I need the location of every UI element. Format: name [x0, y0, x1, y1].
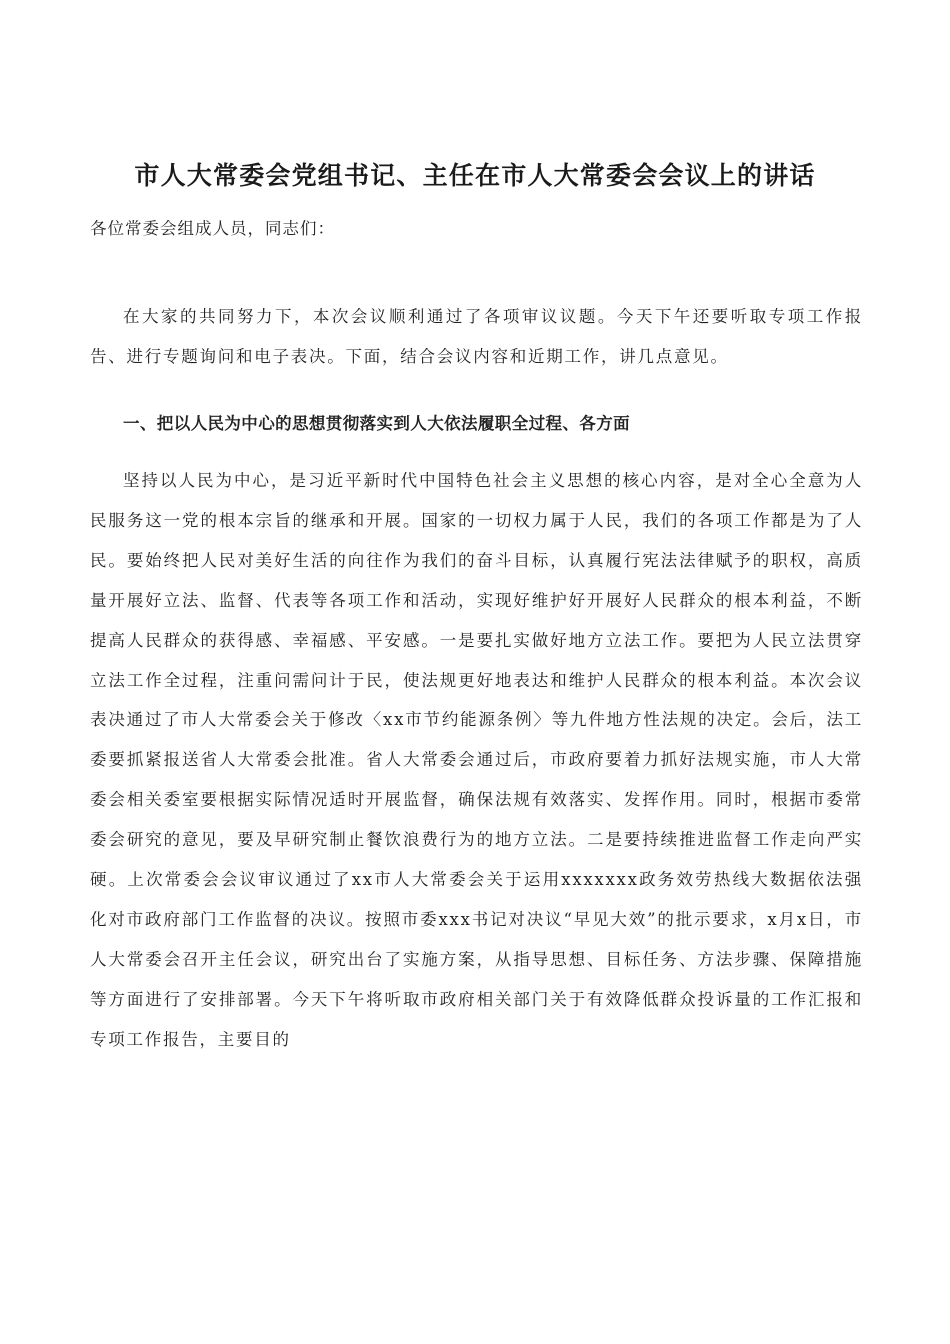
document-title: 市人大常委会党组书记、主任在市人大常委会会议上的讲话 [134, 161, 816, 190]
intro-paragraph: 在大家的共同努力下，本次会议顺利通过了各项审议议题。今天下午还要听取专项工作报告、进行专题询问和电子表决。下面，结合会议内容和近期工作，讲几点意见。 [90, 307, 863, 366]
salutation: 各位常委会组成人员，同志们： [90, 219, 335, 238]
section-body-1: 坚持以人民为中心，是习近平新时代中国特色社会主义思想的核心内容，是对全心全意为人民服务这一党的根本宗旨的继承和开展。国家的一切权力属于人民，我们的各项工作都是为了人民。要始终把人民对美好生活的向往作为我们的奋斗目标，认真履行宪法法律赋予的职权，高质量开展好立法、监督、代表等各项工作和活动，实现好维护好开展好人民群众的根本利益，不断提高人民群众的获得感、幸福感、平安感。一是要扎实做好地方立法工作。要把为人民立法贯穿立法工作全过程，注重问需问计于民，使法规更好地表达和维护人民群众的根本利益。本次会议表决通过了市人大常委会关于修改〈xx市节约能源条例〉等九件地方性法规的决定。会后，法工委要抓紧报送省人大常委会批准。省人大常委会通过后，市政府要着力抓好法规实施，市人大常委会相关委室要根据实际情况适时开展监督，确保法规有效落实、发挥作用。同时，根据市委常委会研究的意见，要及早研究制止餐饮浪费行为的地方立法。二是要持续推进监督工作走向严实硬。上次常委会会议审议通过了xx市人大常委会关于运用xxxxxxx政务效劳热线大数据依法强化对市政府部门工作监督的决议。按照市委xxx书记对决议“早见大效”的批示要求，x月x日，市人大常委会召开主任会议，研究出台了实施方案，从指导思想、目标任务、方法步骤、保障措施等方面进行了安排部署。今天下午将听取市政府相关部门关于有效降低群众投诉量的工作汇报和专项工作报告，主要目的 [90, 471, 863, 1049]
section-heading-1: 一、把以人民为中心的思想贯彻落实到人大依法履职全过程、各方面 [123, 414, 630, 433]
